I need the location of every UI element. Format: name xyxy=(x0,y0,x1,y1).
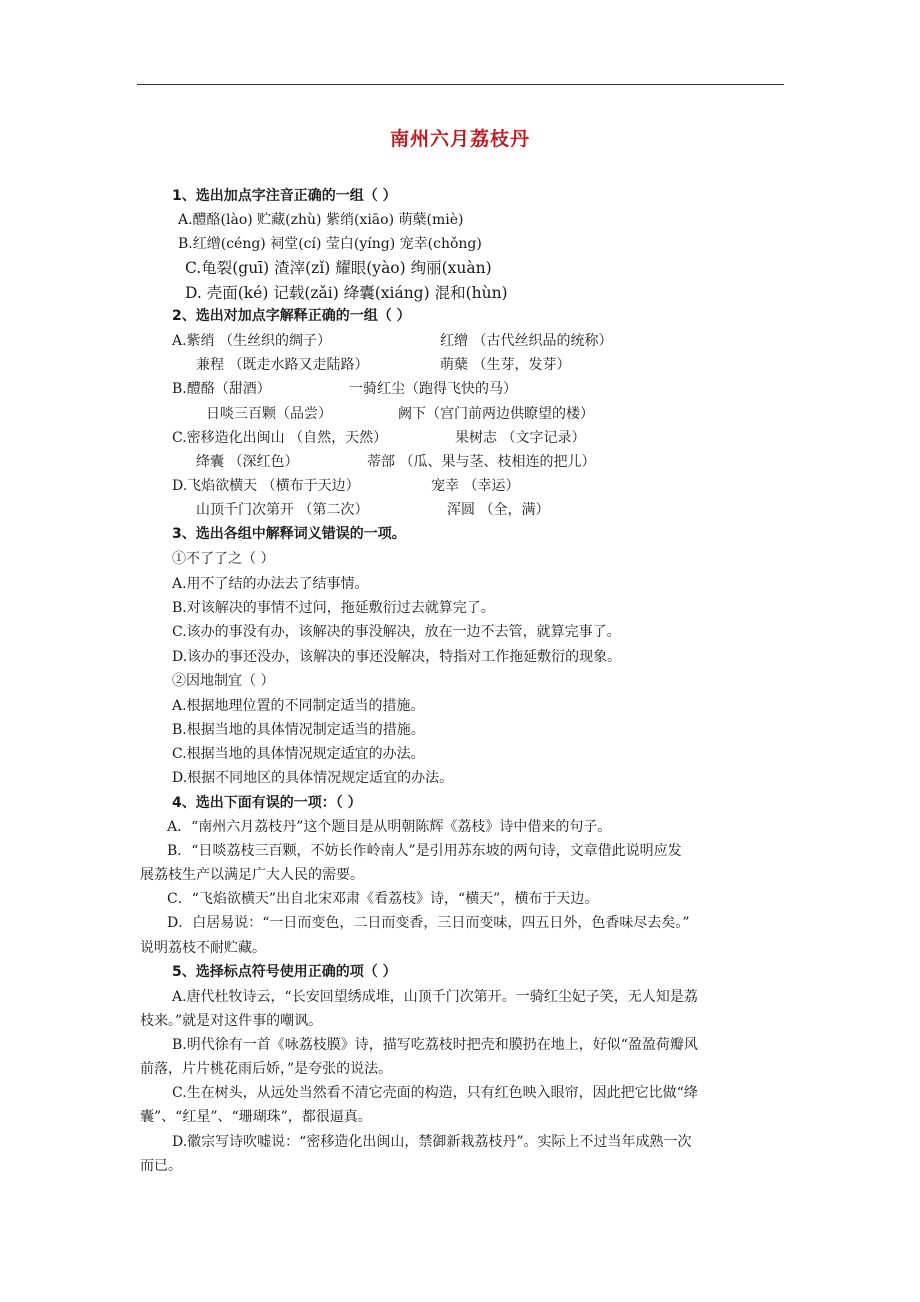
q2-d-item4: 浑圆 （全，满） xyxy=(447,502,550,518)
header-rule xyxy=(137,84,784,85)
q3-part2-option-c: C.根据当地的具体情况规定适宜的办法。 xyxy=(172,746,425,762)
q4-stem: 4、选出下面有误的一项：（ ） xyxy=(172,795,362,811)
q2-b-item3: 日啖三百颗（品尝） xyxy=(206,406,332,422)
q2-d-item2: 宠幸 （幸运） xyxy=(431,478,520,494)
q2-c-item3: 绛囊 （深红色） xyxy=(196,454,299,470)
q1-option-c: C.龟裂(guī) 渣滓(zǐ) 耀眼(yào) 绚丽(xuàn) xyxy=(185,259,492,277)
q2-a-item4: 萌蘖 （生芽，发芽） xyxy=(440,357,571,373)
q2-b-item2: 一骑红尘（跑得飞快的马） xyxy=(349,381,517,397)
q3-part1-option-a: A.用不了结的办法去了结事情。 xyxy=(172,576,369,592)
q2-b-item1: B.醴酪（甜酒） xyxy=(172,381,271,397)
q2-a-item2: 红缯 （古代丝织品的统称） xyxy=(440,333,613,349)
q3-stem: 3、选出各组中解释词义错误的一项。 xyxy=(172,526,406,542)
q2-d-item1: D.飞焰欲横天 （横布于天边） xyxy=(172,478,360,494)
q5-option-a-line1: A.唐代杜牧诗云，“长安回望绣成堆，山顶千门次第开。一骑红尘妃子笑，无人知是荔 xyxy=(172,989,698,1005)
q2-c-item2: 果树志 （文字记录） xyxy=(455,430,586,446)
q4-option-a: A．“南州六月荔枝丹”这个题目是从明朝陈辉《荔枝》诗中借来的句子。 xyxy=(167,819,612,835)
q3-part1-stem: ①不了了之（ ） xyxy=(172,551,275,567)
q5-option-a-line2: 枝来。”就是对这件事的嘲讽。 xyxy=(140,1013,323,1029)
q5-option-c-line2: 囊”、“红星”、“珊瑚珠”，都很逼真。 xyxy=(140,1109,372,1125)
q1-option-b: B.红缯(céng) 祠堂(cí) 莹白(yíng) 宠幸(chǒng) xyxy=(178,236,482,252)
q4-option-c: C．“飞焰欲横天”出自北宋邓肃《看荔枝》诗，“横天”，横布于天边。 xyxy=(167,891,599,907)
q1-option-a: A.醴酪(lào) 贮藏(zhù) 紫绡(xiāo) 萌蘖(miè) xyxy=(178,212,464,228)
q5-option-c-line1: C.生在树头，从远处当然看不清它壳面的构造，只有红色映入眼帘，因此把它比做“绛 xyxy=(172,1085,698,1101)
q4-option-d-line1: D．白居易说：“一日而变色，二日而变香，三日而变味，四五日外，色香味尽去矣。” xyxy=(167,915,690,931)
q2-c-item1: C.密移造化出闽山 （自然，天然） xyxy=(172,430,388,446)
q2-b-item4: 阙下（宫门前两边供瞭望的楼） xyxy=(398,406,594,422)
q3-part1-option-d: D.该办的事还没办，该解决的事还没解决，特指对工作拖延敷衍的现象。 xyxy=(172,649,622,665)
q5-option-b-line1: B.明代徐有一首《咏荔枝膜》诗，描写吃荔枝时把壳和膜扔在地上，好似“盈盈荷瓣风 xyxy=(172,1037,698,1053)
q2-stem: 2、选出对加点字解释正确的一组（ ） xyxy=(172,308,411,324)
q3-part2-stem: ②因地制宜（ ） xyxy=(172,673,275,689)
page-title: 南州六月荔枝丹 xyxy=(389,128,530,150)
q4-option-d-line2: 说明荔枝不耐贮藏。 xyxy=(140,940,266,956)
q2-d-item3: 山顶千门次第开 （第二次） xyxy=(196,502,369,518)
q5-option-b-line2: 前落，片片桃花雨后娇，”是夸张的说法。 xyxy=(140,1061,393,1077)
q4-option-b-line2: 展荔枝生产以满足广大人民的需要。 xyxy=(140,867,364,883)
q3-part1-option-b: B.对该解决的事情不过问，拖延敷衍过去就算完了。 xyxy=(172,600,495,616)
q3-part2-option-b: B.根据当地的具体情况制定适当的措施。 xyxy=(172,722,425,738)
q5-option-d-line2: 而已。 xyxy=(140,1158,182,1174)
q1-option-d: D. 壳面(ké) 记载(zǎi) 绛囊(xiáng) 混和(hùn) xyxy=(185,284,508,302)
q5-option-d-line1: D.徽宗写诗吹嘘说：“密移造化出闽山，禁御新栽荔枝丹”。实际上不过当年成熟一次 xyxy=(172,1134,692,1150)
q3-part1-option-c: C.该办的事没有办，该解决的事没解决，放在一边不去管，就算完事了。 xyxy=(172,624,621,640)
q4-option-b-line1: B．“日啖荔枝三百颗，不妨长作岭南人”是引用苏东坡的两句诗，文章借此说明应发 xyxy=(167,843,682,859)
q1-stem: 1、选出加点字注音正确的一组（ ） xyxy=(172,188,397,204)
q5-stem: 5、选择标点符号使用正确的项（ ） xyxy=(172,964,397,980)
q3-part2-option-d: D.根据不同地区的具体情况规定适宜的办法。 xyxy=(172,770,454,786)
q2-a-item3: 兼程 （既走水路又走陆路） xyxy=(196,357,369,373)
q2-c-item4: 蒂部 （瓜、果与茎、枝相连的把儿） xyxy=(367,454,596,470)
q2-a-item1: A.紫绡 （生丝织的绸子） xyxy=(172,333,332,349)
q3-part2-option-a: A.根据地理位置的不同制定适当的措施。 xyxy=(172,698,425,714)
